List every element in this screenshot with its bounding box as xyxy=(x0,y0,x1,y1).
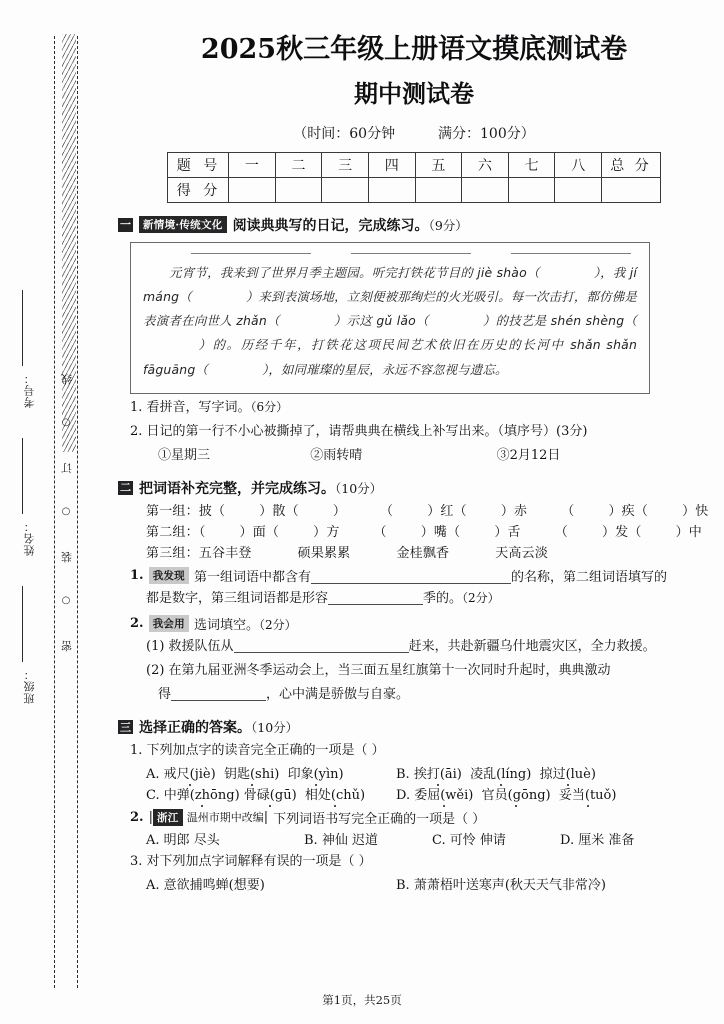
word-group-1: 第一组：披（ ）散（ ） （ ）红（ ）赤 （ ）疾（ ）快 xyxy=(146,503,709,519)
word-group-2: 第二组：（ ）面（ ）方 （ ）嘴（ ）舌 （ ）发（ ）中 xyxy=(146,524,702,540)
section-2-sentence-2-cont: 得 ，心中满是骄傲与自豪。 xyxy=(158,687,410,703)
section-1-header xyxy=(118,215,710,235)
s2-q1-points: （2分） xyxy=(462,590,500,605)
section-3-question-1: 1. 下列加点字的读音完全正确的一项是（ ） xyxy=(130,743,385,759)
table-row-scores xyxy=(168,177,661,202)
diary-blank-date[interactable] xyxy=(191,252,311,254)
q2-option-1[interactable]: ①星期三 xyxy=(158,447,211,463)
score-cell-3[interactable] xyxy=(322,177,369,202)
diary-line-2-mid: ）来到表演场地，立刻便被那绚烂的火光吸引。每一次击打， xyxy=(245,289,587,305)
group-3-label: 第三组： xyxy=(146,545,199,561)
score-cell-7[interactable] xyxy=(508,177,555,202)
section-3-points: （10分） xyxy=(251,720,299,736)
diary-line-4: （ xyxy=(624,313,638,329)
s2-q2-text: 选词填空。（2分） xyxy=(193,617,297,633)
page-title: 2025秋三年级上册语文摸底测试卷 xyxy=(200,34,628,65)
section-1-title: 阅读典典写的日记，完成练习。（9分） xyxy=(232,217,468,234)
diary-line-5: guāng（ xyxy=(155,361,208,377)
group-2-label: 第二组： xyxy=(146,524,199,540)
s2-q2-number: 2. xyxy=(130,615,144,631)
q1-points: （6分） xyxy=(250,399,289,414)
exam-content xyxy=(108,0,724,1024)
group-3-item-4: 天高云淡 xyxy=(495,545,549,561)
diary-box xyxy=(130,242,650,394)
seal-circle-icon: ○ xyxy=(61,506,71,517)
word-group-3 xyxy=(146,542,710,561)
section-2-title: 把词语补充完整，并完成练习。（10分） xyxy=(139,480,383,497)
score-cell-1[interactable] xyxy=(229,177,276,202)
seal-char: 装 xyxy=(60,550,72,563)
s3-q2-region: | 浙江 温州市期中改编| xyxy=(148,810,269,826)
col-6: 六 xyxy=(462,152,509,177)
seal-char: 订 xyxy=(60,461,72,474)
section-3-title: 选择正确的答案。（10分） xyxy=(139,720,299,737)
section-2-question-2 xyxy=(130,614,710,633)
col-8: 八 xyxy=(555,152,602,177)
diary-blank-weather[interactable] xyxy=(511,252,631,254)
group-1-label: 第一组： xyxy=(146,503,199,519)
section-1-question-1: 1. 看拼音，写字词。（6分） xyxy=(130,399,289,415)
s3-q2-option-b[interactable]: B. 神仙 迟道 xyxy=(304,833,378,849)
s2-q1-blank-2[interactable] xyxy=(328,590,423,605)
s2-sentence-2-blank[interactable] xyxy=(171,686,266,701)
group-3-item-2: 硕果累累 xyxy=(297,545,351,561)
diary-line-1-end: ）， xyxy=(593,264,613,280)
col-3: 三 xyxy=(322,152,369,177)
page-footer: 第1页，共25页 xyxy=(322,993,402,1007)
section-2-question-1-cont: 都是数字，第三组词语都是形容 季的。（2分） xyxy=(146,590,500,606)
section-1-badge: 新情境·传统文化 xyxy=(139,216,227,233)
seal-circle-icon: ○ xyxy=(61,417,71,428)
s3-q1-option-d[interactable]: D. 委屈(wěi) 官员(gōng) 妥当(tuǒ) xyxy=(396,784,616,803)
score-cell-5[interactable] xyxy=(415,177,462,202)
time-limit: （时间：60分钟 xyxy=(293,125,396,142)
diary-line-4-mid: ）的。历经千年，打铁花这项民间艺术依旧在历史的长河中 shǎn shǎn fā xyxy=(143,337,637,377)
section-3-question-2 xyxy=(130,808,710,827)
page-subtitle: 期中测试卷 xyxy=(354,78,474,108)
binding-sidebar xyxy=(0,0,108,1024)
group-3-item-3: 金桂飘香 xyxy=(396,545,450,561)
s2-q1-blank-1[interactable] xyxy=(311,569,511,584)
section-3-number: 三 xyxy=(120,720,131,734)
section-3-header xyxy=(118,717,710,737)
section-2-sentence-1: (1) 救援队伍从 赶来，共赴新疆乌什地震灾区，全力救援。 xyxy=(146,638,656,654)
section-1-number: 一 xyxy=(120,218,131,232)
s3-q3-option-b[interactable]: B. 萧萧梧叶送寒声(秋天天气非常冷) xyxy=(396,878,606,894)
q2-option-3[interactable]: ③2月12日 xyxy=(496,447,561,463)
full-score: 满分：100分） xyxy=(438,125,535,142)
seal-char: 线 xyxy=(60,372,72,385)
s3-q1-options-row-2 xyxy=(146,784,710,803)
s3-q2-option-d[interactable]: D. 厘米 准备 xyxy=(560,833,635,849)
col-5: 五 xyxy=(415,152,462,177)
score-cell-2[interactable] xyxy=(275,177,322,202)
group-3-item-1: 五谷丰登 xyxy=(198,545,252,561)
col-7: 七 xyxy=(508,152,555,177)
section-1-points: （9分） xyxy=(428,217,468,233)
s2-q1-badge: 我发现 xyxy=(149,567,189,584)
diary-line-3-mid: ）示这 gǔ lǎo（ xyxy=(333,313,429,329)
s3-q1-option-b[interactable]: B. 挨打(āi) 凌乱(líng) 掠过(luè) xyxy=(396,763,596,782)
diary-line-2: 我 jí máng（ xyxy=(143,264,638,305)
s3-q3-option-a[interactable]: A. 意欲捕鸣蝉(想要) xyxy=(146,878,265,894)
s2-q1-text: 第一组词语中都含有 的名称，第二组词语填写的 xyxy=(193,569,668,585)
diary-line-5-end: ），如同璀璨的星辰，永远不容忽视与遗忘。 xyxy=(261,361,508,377)
s3-q2-number: 2. xyxy=(130,810,144,826)
s3-q1-option-c[interactable]: C. 中弹(zhōng) 骨碌(gū) 相处(chǔ) xyxy=(146,784,396,803)
s3-q1-option-a[interactable]: A. 戒尺(jiè) 钥匙(shi) 印象(yìn) xyxy=(146,763,396,782)
row-header-question: 题 号 xyxy=(168,152,229,177)
s3-q2-option-a[interactable]: A. 明郎 尽头 xyxy=(146,833,220,849)
exam-number-label: 考号： xyxy=(22,290,38,408)
seal-circle-icon: ○ xyxy=(61,595,71,606)
col-1: 一 xyxy=(229,152,276,177)
diary-line-3-end: ）的技艺是 shén shèng xyxy=(482,313,625,329)
score-cell-6[interactable] xyxy=(462,177,509,202)
s2-q2-badge: 我会用 xyxy=(149,615,189,632)
diary-header-blanks xyxy=(191,252,631,254)
score-cell-4[interactable] xyxy=(368,177,415,202)
s3-q2-option-c[interactable]: C. 可怜 伸请 xyxy=(432,833,506,849)
section-1-question-2: 2. 日记的第一行不小心被撕掉了，请帮典典在横线上补写出来。（填序号）(3分) xyxy=(130,423,588,439)
s3-q2-text: 下列词语书写完全正确的一项是（ ） xyxy=(273,812,486,828)
row-header-score: 得 分 xyxy=(168,177,229,202)
s3-q2-options-row xyxy=(146,829,710,848)
col-2: 二 xyxy=(275,152,322,177)
diary-line-3: 都仿佛是表演者在向世人 zhǎn（ xyxy=(143,289,637,329)
diary-blank-weekday[interactable] xyxy=(351,252,471,254)
col-total: 总 分 xyxy=(602,152,661,177)
score-cell-total[interactable] xyxy=(602,177,661,202)
section-1-question-2-options xyxy=(158,445,710,466)
section-2-number: 二 xyxy=(120,481,131,495)
section-3-question-3: 3. 对下列加点字词解释有误的一项是（ ） xyxy=(130,854,372,870)
section-2-header xyxy=(118,478,710,498)
seal-line-strip xyxy=(54,36,78,988)
seal-char: 密 xyxy=(60,639,72,652)
s2-sentence-1-blank[interactable] xyxy=(234,638,409,653)
s2-q1-number: 1. xyxy=(130,567,144,583)
q2-option-2[interactable]: ②雨转晴 xyxy=(310,447,363,463)
section-2-points: （10分） xyxy=(335,480,383,496)
exam-meta xyxy=(118,123,710,143)
s3-q3-options-row xyxy=(146,874,710,893)
s3-q1-options-row-1 xyxy=(146,763,710,782)
col-4: 四 xyxy=(368,152,415,177)
score-table-wrapper xyxy=(167,152,661,203)
student-name-label: 姓名： xyxy=(22,438,38,556)
diary-line-1: 元宵节，我来到了世界月季主题园。听完打铁花节目的 jiè shào（ xyxy=(169,264,540,280)
score-cell-8[interactable] xyxy=(555,177,602,202)
student-info-labels xyxy=(22,290,48,720)
section-2-sentence-2: (2) 在第九届亚洲冬季运动会上，当三面五星红旗第十一次同时升起时，典典激动 xyxy=(146,663,611,679)
class-label: 班级： xyxy=(22,586,38,704)
score-table xyxy=(167,152,661,203)
diary-text xyxy=(143,261,637,382)
section-2-question-1 xyxy=(130,566,710,585)
table-row-question-numbers xyxy=(168,152,661,177)
